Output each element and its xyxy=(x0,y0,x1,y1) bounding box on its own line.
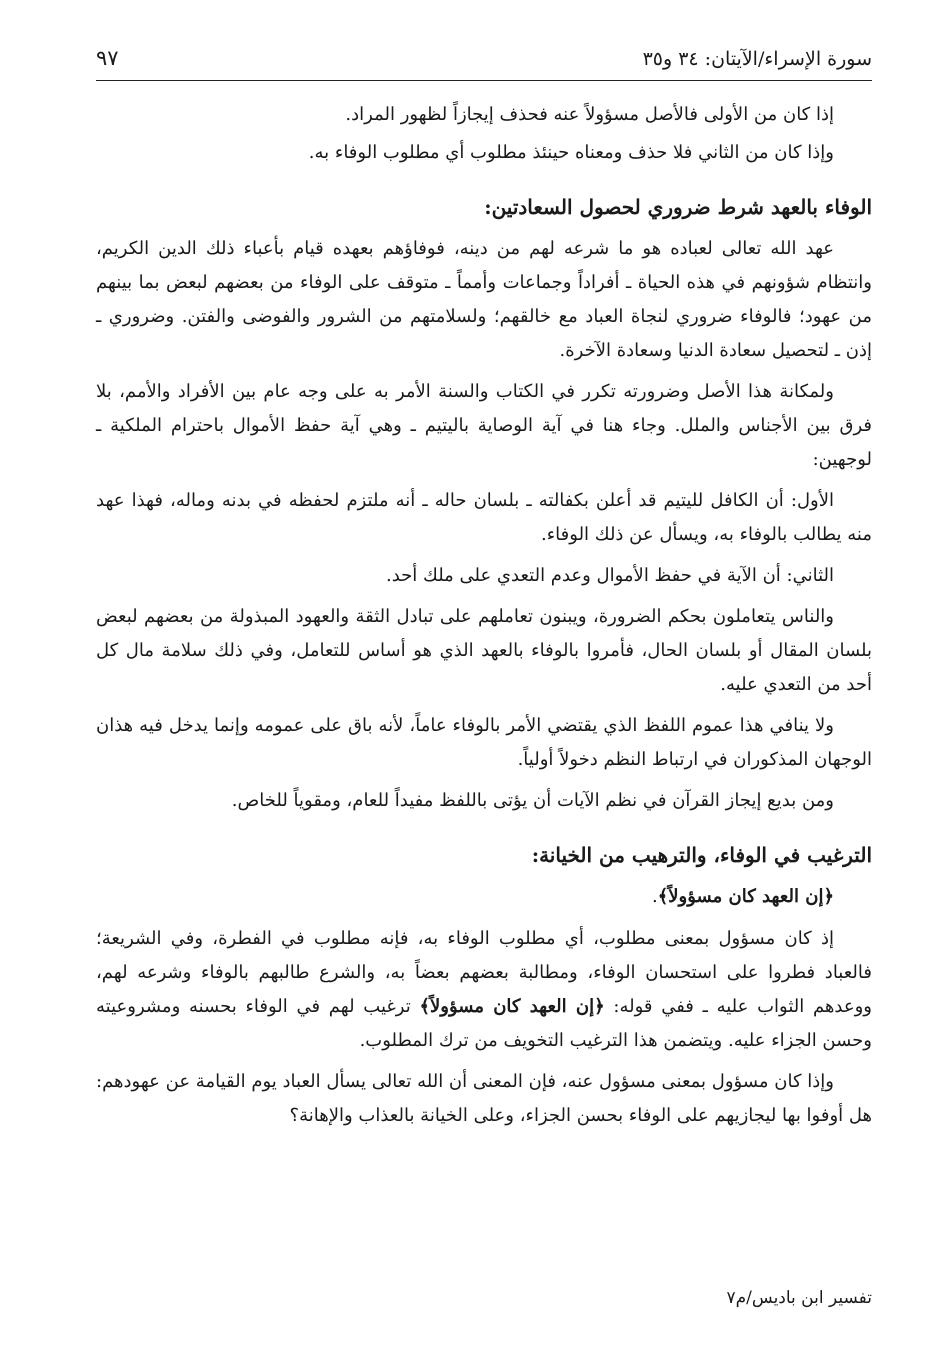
paragraph: ولمكانة هذا الأصل وضرورته تكرر في الكتاب والسنة الأمر به على وجه عام بين الأفراد والأمم، بلا فرق بين الأجناس والملل. وجاء هنا في آية الوصاية باليتيم ـ وهي آية حفظ الأموال باحترام الملكية ـ لوجهين: xyxy=(96,381,872,470)
paragraph-text: ترغيب لهم في الوفاء بحسنه ومشروعيته وحسن الجزاء عليه. ويتضمن هذا الترغيب التخويف من ترك المطلوب. xyxy=(96,996,872,1051)
footer-signature: تفسير ابن باديس/م٧ xyxy=(726,1288,872,1308)
verse-end: . xyxy=(652,886,658,907)
paragraph-text: إذ كان مسؤول بمعنى مطلوب، أي مطلوب الوفاء به، فإنه مطلوب في الفطرة، وفي الشريعة؛ فالعباد فطروا على استحسان الوفاء، ومطالبة بعضهم بعضاً به، والشرع طالبهم بالوفاء وشرعه لهم، ووعدهم الثواب عليه ـ ففي قوله: xyxy=(96,928,872,1017)
paragraph: عهد الله تعالى لعباده هو ما شرعه لهم من دينه، فوفاؤهم بعهده قيام بأعباء ذلك الدين الكريم، وانتظام شؤونهم في هذه الحياة ـ أفراداً وجماعات وأمماً ـ متوقف على الوفاء من بعضهم لبعض بما بينهم من عهود؛ فالوفاء ضروري لنجاة العباد مع خالقهم؛ ولسلامتهم من الشرور والفوضى والفتن. وضروري ـ إذن ـ لتحصيل سعادة الدنيا وسعادة الآخرة. xyxy=(96,238,873,361)
running-header xyxy=(96,40,872,81)
paragraph: إذا كان من الأولى فالأصل مسؤولاً عنه فحذف إيجازاً لظهور المراد. xyxy=(345,104,834,125)
paragraph: والناس يتعاملون بحكم الضرورة، ويبنون تعاملهم على تبادل الثقة والعهود المبذولة من بعضهم لبعض بلسان المقال أو بلسان الحال، فأمروا بالوفاء بالعهد الذي هو أساس للتعامل، وفي ذلك سلامة مال كل أحد من التعدي عليه. xyxy=(96,606,872,695)
paragraph: ولا ينافي هذا عموم اللفظ الذي يقتضي الأمر بالوفاء عاماً، لأنه باق على عمومه وإنما يدخل فيه هذان الوجهان المذكوران في ارتباط النظم دخولاً أولياً. xyxy=(96,715,872,770)
paragraph: وإذا كان من الثاني فلا حذف ومعناه حينئذ مطلوب أي مطلوب الوفاء به. xyxy=(308,142,834,163)
paragraph: الثاني: أن الآية في حفظ الأموال وعدم التعدي على ملك أحد. xyxy=(386,565,834,586)
paragraph: ومن بديع إيجاز القرآن في نظم الآيات أن يؤتى باللفظ مفيداً للعام، ومقوياً للخاص. xyxy=(231,790,834,811)
page-number: ٩٧ xyxy=(96,46,119,70)
paragraph: وإذا كان مسؤول بمعنى مسؤول عنه، فإن المعنى أن الله تعالى يسأل العباد يوم القيامة عن عهودهم: هل أوفوا بها ليجازيهم على الوفاء بحسن الجزاء، وعلى الخيانة بالعذاب والإهانة؟ xyxy=(96,1071,872,1126)
section-heading: الترغيب في الوفاء، والترهيب من الخيانة: xyxy=(531,843,872,867)
header-title: سورة الإسراء/الآيتان: ٣٤ و٣٥ xyxy=(642,48,872,70)
inline-verse: ﴿إن العهد كان مسؤولاً﴾ xyxy=(419,996,605,1017)
paragraph xyxy=(96,922,872,1058)
paragraph: الأول: أن الكافل لليتيم قد أعلن بكفالته ـ بلسان حاله ـ أنه ملتزم لحفظه في بدنه وماله، فهذا عهد منه يطالب بالوفاء به، ويسأل عن ذلك الوفاء. xyxy=(96,490,872,545)
section-heading: الوفاء بالعهد شرط ضروري لحصول السعادتين: xyxy=(484,195,872,219)
verse-text: ﴿إن العهد كان مسؤولاً﴾ xyxy=(657,886,834,907)
book-page xyxy=(96,40,872,1340)
quran-verse xyxy=(96,880,872,914)
page-body xyxy=(96,98,872,1140)
